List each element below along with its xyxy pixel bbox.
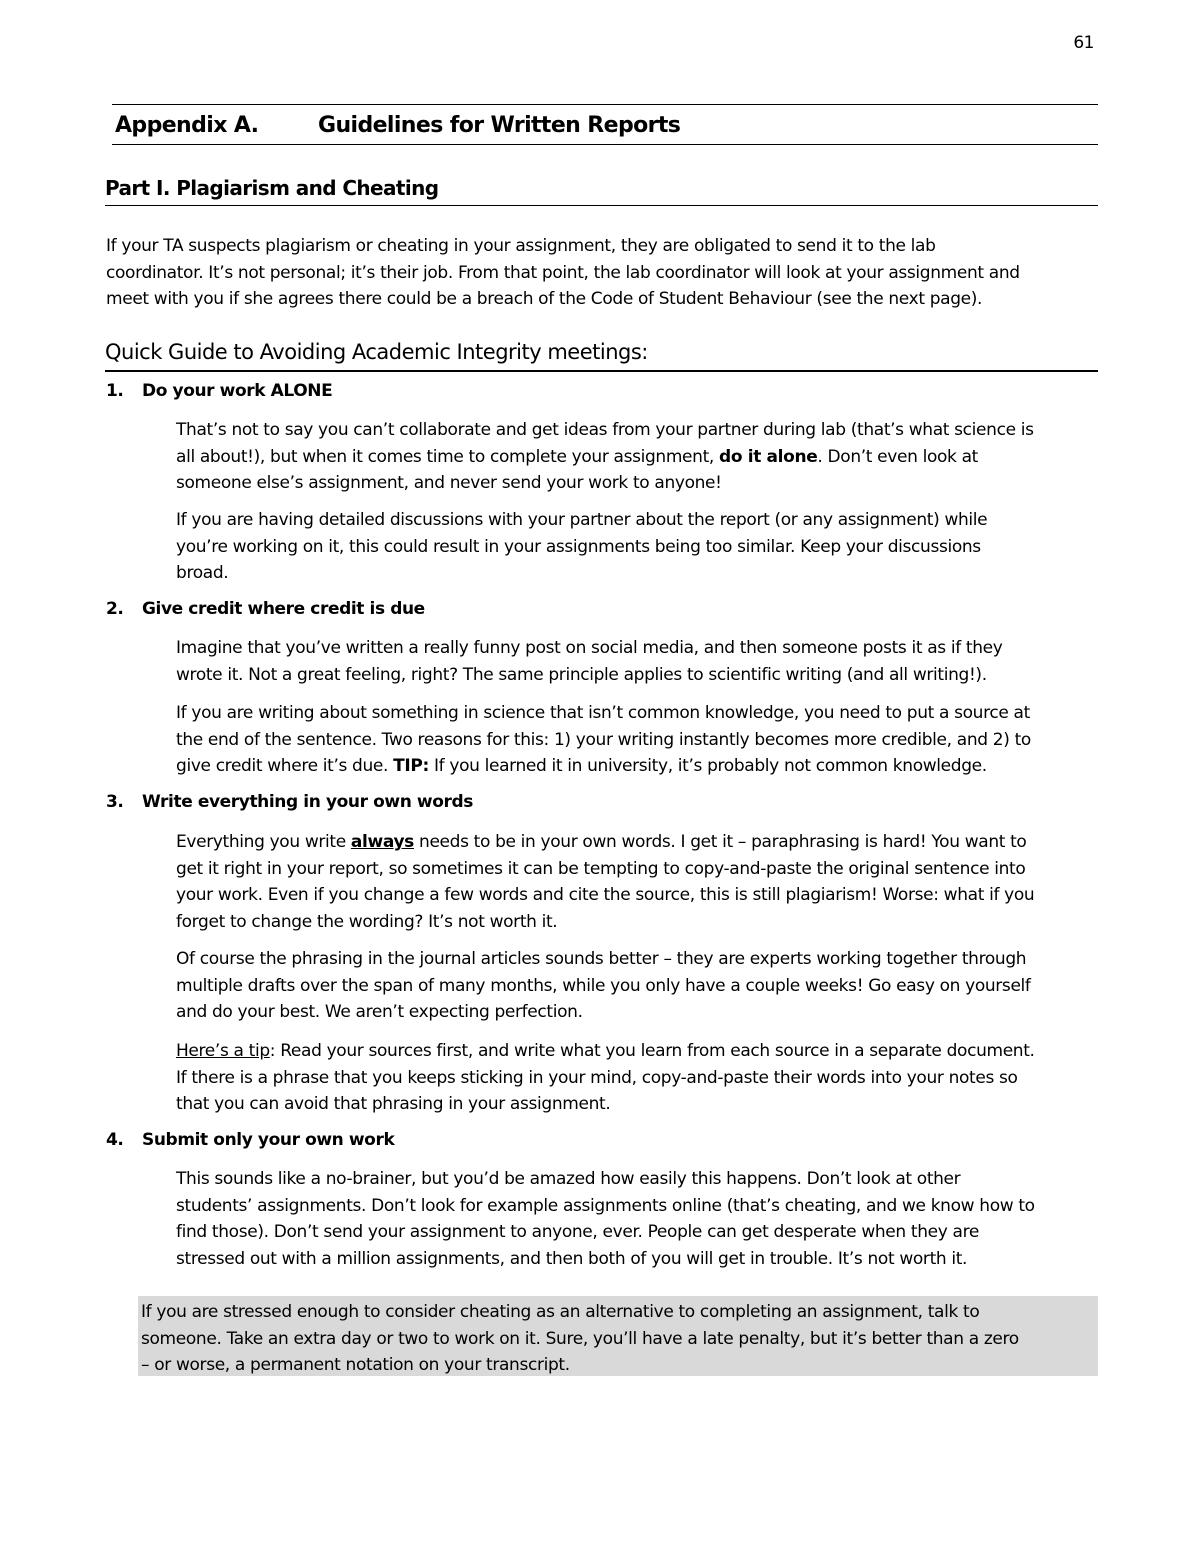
item-3-paragraph-2	[176, 946, 1031, 1026]
text-line: wrote it. Not a great feeling, right? The same principle applies to scientific writing (and all writing!).	[176, 664, 987, 685]
text-line: If you are stressed enough to consider cheating as an alternative to completing an assignment, talk to	[141, 1302, 980, 1322]
list-item-title: Write everything in your own words	[142, 792, 473, 812]
item-3-paragraph-3	[176, 1038, 1035, 1118]
appendix-header	[112, 104, 1098, 145]
text-line: If you are writing about something in science that isn’t common knowledge, you need to put a source at	[176, 703, 1030, 723]
text-line: someone. Take an extra day or two to work on it. Sure, you’ll have a late penalty, but it’s better than a zero	[141, 1328, 1019, 1349]
list-item-number: 3.	[106, 792, 124, 812]
text-line	[176, 1038, 1035, 1065]
text-line: and do your best. We aren’t expecting perfection.	[176, 1002, 583, 1022]
text-line: – or worse, a permanent notation on your transcript.	[141, 1355, 570, 1375]
intro-line: meet with you if she agrees there could be a breach of the Code of Student Behaviour (see the next page).	[106, 289, 983, 309]
item-4-paragraph-1	[176, 1166, 1035, 1272]
appendix-label: Appendix A.	[115, 113, 259, 138]
text-line: That’s not to say you can’t collaborate and get ideas from your partner during lab (that’s what science is	[176, 420, 1034, 440]
item-2-paragraph-1	[176, 635, 1003, 688]
text-line: multiple drafts over the span of many months, while you only have a couple weeks! Go easy on yourself	[176, 975, 1031, 996]
text-run: . Don’t even look at	[817, 446, 978, 467]
list-item-number: 4.	[106, 1130, 124, 1150]
text-line: someone else’s assignment, and never send your work to anyone!	[176, 473, 722, 493]
intro-line: coordinator. It’s not personal; it’s their job. From that point, the lab coordinator will look at your assignment and	[106, 262, 1020, 283]
list-item-title: Give credit where credit is due	[142, 599, 425, 619]
text-line: you’re working on it, this could result in your assignments being too similar. Keep your discussions	[176, 536, 981, 557]
text-line: If there is a phrase that you keeps sticking in your mind, copy-and-paste their words into your notes so	[176, 1067, 1018, 1088]
text-line: students’ assignments. Don’t look for example assignments online (that’s cheating, and we know how to	[176, 1195, 1035, 1216]
list-item-number: 1.	[106, 381, 124, 401]
intro-paragraph	[106, 233, 1020, 313]
text-run: : Read your sources first, and write what you learn from each source in a separate document.	[269, 1041, 1035, 1061]
text-line: This sounds like a no-brainer, but you’d be amazed how easily this happens. Don’t look at other	[176, 1169, 961, 1189]
text-line: your work. Even if you change a few words and cite the source, this is still plagiarism! Worse: what if you	[176, 885, 1035, 905]
emphasis-text: always	[350, 832, 414, 852]
text-line: that you can avoid that phrasing in your assignment.	[176, 1094, 611, 1114]
text-line: broad.	[176, 563, 229, 583]
list-item-heading-4	[106, 1130, 394, 1150]
text-line	[176, 829, 1034, 856]
item-1-paragraph-1	[176, 417, 1034, 497]
text-line: find those). Don’t send your assignment to anyone, ever. People can get desperate when they are	[176, 1222, 979, 1242]
intro-line: If your TA suspects plagiarism or cheating in your assignment, they are obligated to send it to the lab	[106, 236, 936, 256]
text-line: Imagine that you’ve written a really funny post on social media, and then someone posts it as if they	[176, 638, 1003, 658]
list-item-heading-1	[106, 381, 332, 401]
text-line: forget to change the wording? It’s not worth it.	[176, 911, 558, 932]
part-heading: Part I. Plagiarism and Cheating	[105, 176, 1098, 206]
text-run: needs to be in your own words. I get it – paraphrasing is hard! You want to	[419, 832, 1027, 852]
text-line: the end of the sentence. Two reasons for this: 1) your writing instantly becomes more credible, and 2) to	[176, 729, 1031, 750]
text-run: all about!), but when it comes time to complete your assignment,	[176, 446, 714, 467]
list-item-heading-3	[106, 792, 473, 812]
text-line	[176, 753, 1031, 780]
text-run: If you learned it in university, it’s probably not common knowledge.	[434, 756, 987, 776]
item-1-paragraph-2	[176, 507, 987, 587]
text-line: If you are having detailed discussions with your partner about the report (or any assignment) while	[176, 510, 988, 530]
underlined-text: Here’s a tip	[176, 1041, 270, 1061]
callout-text	[141, 1299, 1098, 1379]
appendix-title: Guidelines for Written Reports	[318, 113, 681, 138]
text-line: get it right in your report, so sometimes it can be tempting to copy-and-paste the original sentence into	[176, 858, 1026, 879]
bold-text: TIP:	[393, 756, 429, 776]
page-number: 61	[1073, 33, 1094, 53]
text-line	[176, 444, 1034, 471]
item-3-paragraph-1	[176, 829, 1034, 935]
text-line: Of course the phrasing in the journal articles sounds better – they are experts working together through	[176, 949, 1027, 969]
bold-text: do it alone	[719, 446, 818, 467]
quick-guide-heading: Quick Guide to Avoiding Academic Integrity meetings:	[105, 340, 1098, 372]
callout-box	[138, 1296, 1098, 1376]
list-item-number: 2.	[106, 599, 124, 619]
text-line: stressed out with a million assignments, and then both of you will get in trouble. It’s not worth it.	[176, 1248, 968, 1269]
text-run: give credit where it’s due.	[176, 756, 389, 776]
list-item-title: Submit only your own work	[142, 1130, 395, 1150]
text-run: Everything you write	[176, 832, 346, 852]
item-2-paragraph-2	[176, 700, 1031, 780]
list-item-title: Do your work ALONE	[142, 381, 333, 401]
list-item-heading-2	[106, 599, 425, 619]
